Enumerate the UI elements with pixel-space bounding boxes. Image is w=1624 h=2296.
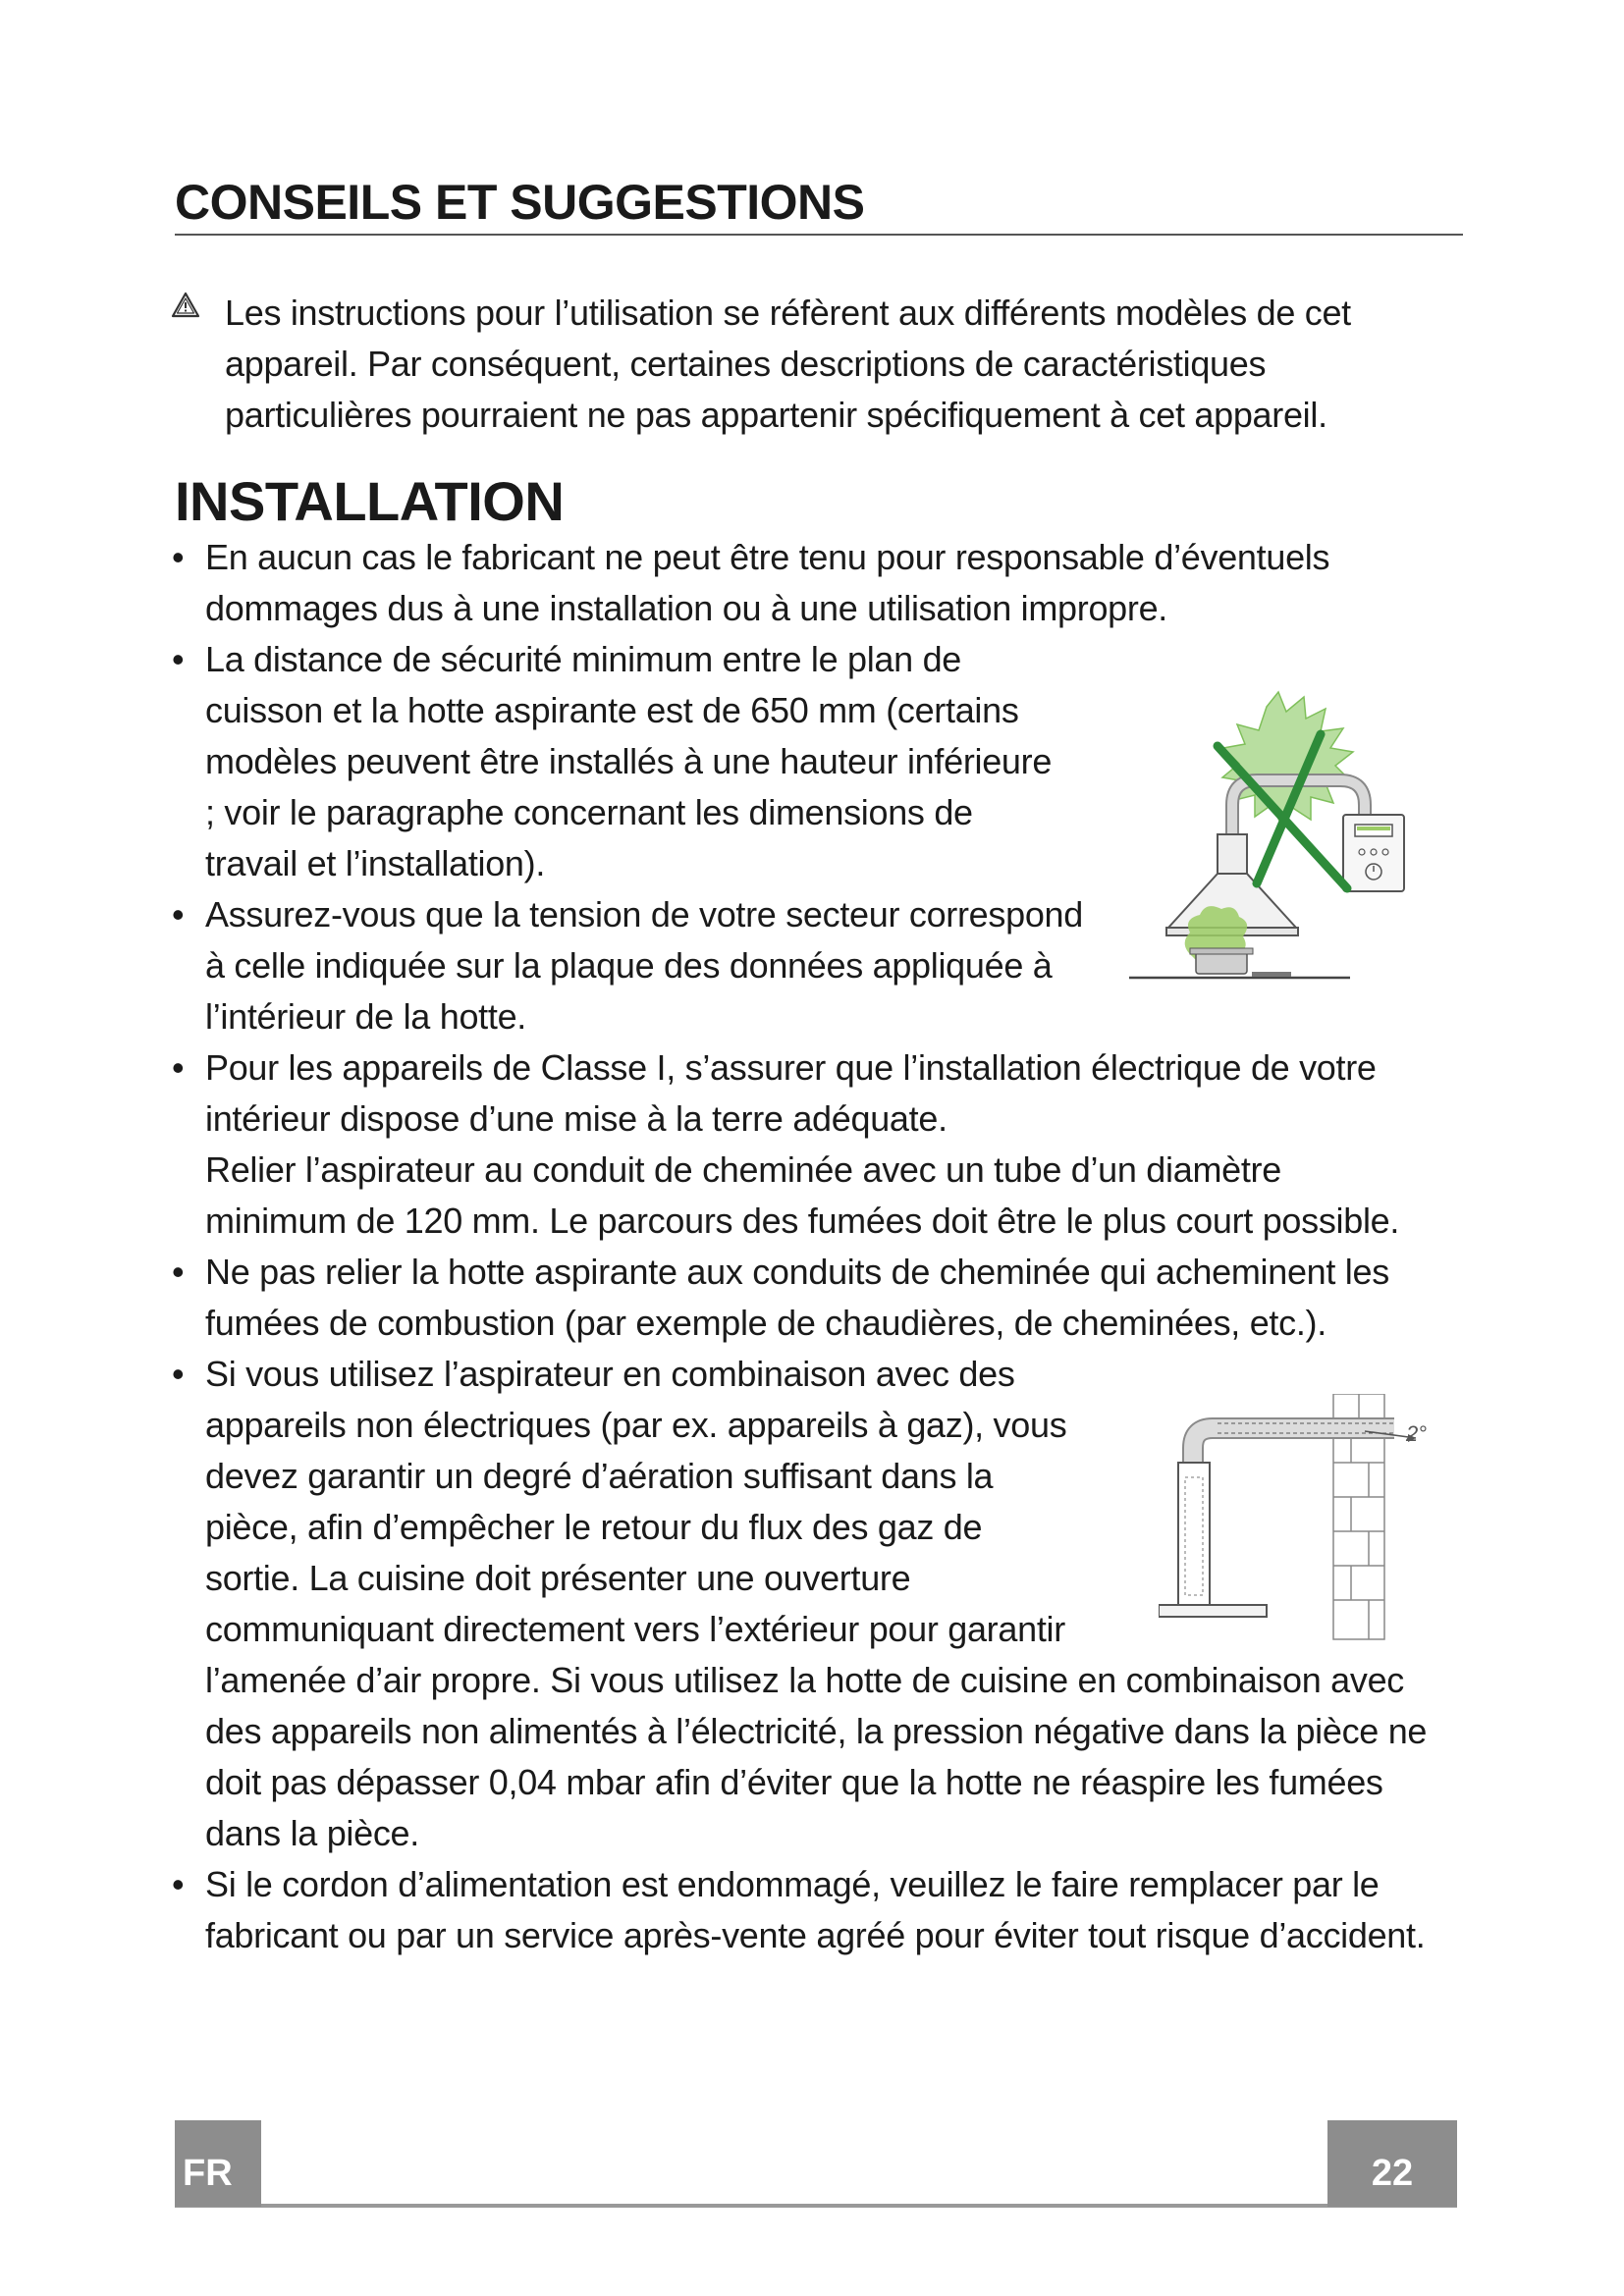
list-item [0,634,1069,889]
bullet: • [172,639,185,679]
footer-rule [175,2204,1457,2208]
list-item-text: La distance de sécurité minimum entre le plan de cuisson et la hotte aspirante est de 650 mm (certains modèles peuvent être installés à une hauteur inférieure ; voir le paragraphe concernant les dimensions de travail et l’installation). [205,639,1053,883]
footer-language-badge: FR [175,2120,261,2207]
warning-triangle-icon [171,291,200,320]
list-item-body: Si vous utilisez l’aspirateur en combinaison avec des appareils non électriques (par ex. appareils à gaz), vous devez garantir un degré d’aération suffisant dans la pièce, afin d’empêcher le retour du flux des gaz de sortie. La cuisine doit présenter une ouverture communiquant directement vers l’extérieur pour garantir l’amenée d’air propre. Si vous utilisez la hotte de cuisine en combinaison avec des appareils non alimentés à l’électricité, la pression négative dans la pièce ne doit pas dépasser 0,04 mbar afin d’éviter que la hotte ne réaspire les fumées dans la pièce. [205,1354,1428,1853]
page-number: 22 [1327,2120,1457,2207]
bullet: • [172,1252,185,1292]
list-item-text: Si le cordon d’alimentation est endommagé, veuillez le faire remplacer par le fabricant ou par un service après-vente agréé pour éviter tout risque d’accident. [205,1864,1426,1955]
section-title-installation: INSTALLATION [175,470,565,532]
page-title: CONSEILS ET SUGGESTIONS [175,175,865,230]
title-underline [175,234,1463,236]
list-item [0,889,1089,1042]
angle-label: 2° [1406,1421,1428,1446]
list-item-text: Pour les appareils de Classe I, s’assurer que l’installation électrique de votre intérieur dispose d’une mise à la terre adéquate. [205,1047,1377,1139]
bullet: • [172,1047,185,1088]
bullet: • [172,1354,185,1394]
list-item [0,1859,1433,1961]
list-item [0,1247,1413,1349]
hood-boiler-prohibited-illustration [1129,687,1424,987]
list-item [0,532,1344,634]
duct-slope-illustration [1159,1394,1443,1644]
bullet: • [172,1864,185,1904]
list-item-text: En aucun cas le fabricant ne peut être tenu pour responsable d’éventuels dommages dus à une installation ou à une utilisation impropre. [205,537,1330,628]
list-item-continuation: Relier l’aspirateur au conduit de cheminée avec un tube d’un diamètre minimum de 120 mm. Le parcours des fumées doit être le plus court possible. [205,1149,1400,1241]
list-item-text: Assurez-vous que la tension de votre secteur correspond à celle indiquée sur la plaque des données appliquée à l’intérieur de la hotte. [205,894,1083,1037]
intro-paragraph: Les instructions pour l’utilisation se réfèrent aux différents modèles de cet appareil. Par conséquent, certaines descriptions de caractéristiques particulières pourraient ne pas appartenir spécifiquement à cet appareil. [225,293,1351,435]
bullet: • [172,537,185,577]
list-item [0,1042,1413,1247]
bullet: • [172,894,185,934]
list-item-text: Ne pas relier la hotte aspirante aux conduits de cheminée qui acheminent les fumées de combustion (par exemple de chaudières, de cheminées, etc.). [205,1252,1389,1343]
